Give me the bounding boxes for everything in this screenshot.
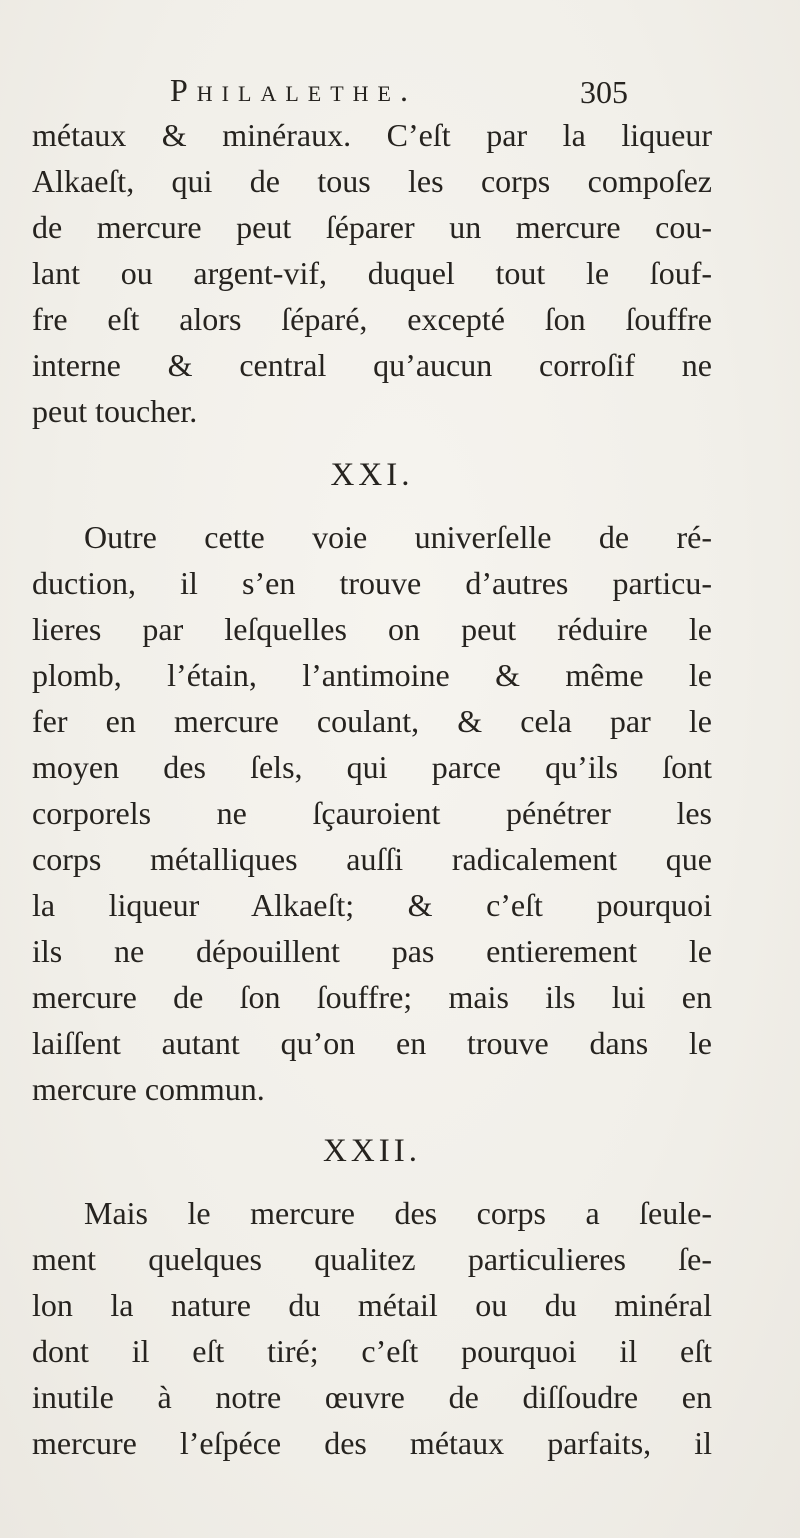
text-line: Outre cette voie univerſelle de ré- xyxy=(84,519,712,555)
running-head xyxy=(0,66,800,116)
text-line: interne & central qu’aucun corroſif ne xyxy=(32,347,712,383)
text-line: ment quelques qualitez particulieres ſe- xyxy=(32,1241,712,1277)
section-xxi xyxy=(32,436,712,1112)
text-line: fer en mercure coulant, & cela par le xyxy=(32,703,712,739)
text-line: mercure commun. xyxy=(32,1071,265,1107)
text-line: fre eſt alors ſéparé, excepté ſon ſouffre xyxy=(32,301,712,337)
section-xxii xyxy=(32,1112,712,1466)
text-line: moyen des ſels, qui parce qu’ils ſont xyxy=(32,749,712,785)
text-line: inutile à notre œuvre de diſſoudre en xyxy=(32,1379,712,1415)
text-line: peut toucher. xyxy=(32,393,198,429)
text-line: duction, il s’en trouve d’autres particu- xyxy=(32,565,712,601)
text-line: laiſſent autant qu’on en trouve dans le xyxy=(32,1025,712,1061)
section-heading: XXII. xyxy=(323,1133,421,1169)
text-line: lon la nature du métail ou du minéral xyxy=(32,1287,712,1323)
text-line: plomb, l’étain, l’antimoine & même le xyxy=(32,657,712,693)
page-number: 305 xyxy=(580,74,628,110)
section-heading: XXI. xyxy=(330,457,414,493)
running-title: Philalethe. xyxy=(170,72,417,108)
text-line: lieres par leſquelles on peut réduire le xyxy=(32,611,712,647)
paragraph-continued xyxy=(32,112,712,434)
text-line: dont il eſt tiré; c’eſt pourquoi il eſt xyxy=(32,1333,712,1369)
text-line: mercure de ſon ſouffre; mais ils lui en xyxy=(32,979,712,1015)
text-line: Mais le mercure des corps a ſeule- xyxy=(84,1195,712,1231)
text-line: Alkaeſt, qui de tous les corps compoſez xyxy=(32,163,712,199)
text-line: de mercure peut ſéparer un mercure cou- xyxy=(32,209,712,245)
text-line: lant ou argent-vif, duquel tout le ſouf- xyxy=(32,255,712,291)
text-line: la liqueur Alkaeſt; & c’eſt pourquoi xyxy=(32,887,712,923)
body-text xyxy=(32,112,712,1466)
text-line: mercure l’eſpéce des métaux parfaits, il xyxy=(32,1425,712,1461)
text-line: corporels ne ſçauroient pénétrer les xyxy=(32,795,712,831)
text-line: corps métalliques auſſi radicalement que xyxy=(32,841,712,877)
text-line: métaux & minéraux. C’eſt par la liqueur xyxy=(32,117,712,153)
text-line: ils ne dépouillent pas entierement le xyxy=(32,933,712,969)
